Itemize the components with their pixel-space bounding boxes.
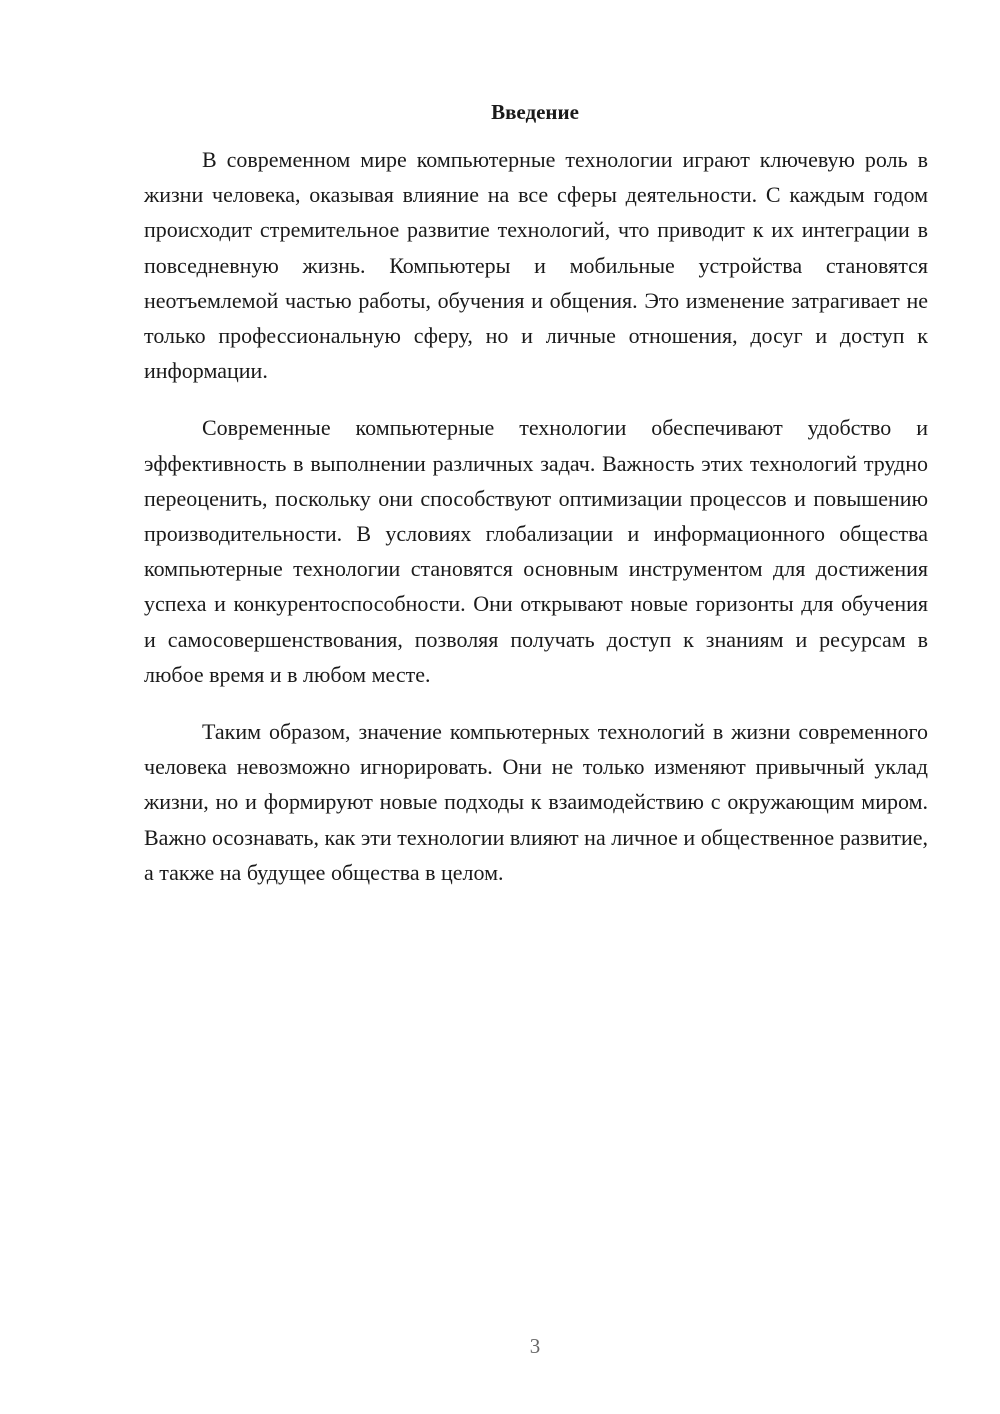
- paragraph-3: Таким образом, значение компьютерных технологий в жизни современного человека невозможно игнорировать. Они не только изменяют привычный уклад жизни, но и формируют новые подходы к взаимодействию с окружающим миром. Важно осознавать, как эти технологии влияют на личное и общественное развитие, а также на будущее общества в целом.: [144, 719, 928, 885]
- page-title: Введение: [491, 100, 579, 124]
- paragraph-2: Современные компьютерные технологии обеспечивают удобство и эффективность в выполнении различных задач. Важность этих технологий трудно переоценить, поскольку они способствуют оптимизации процессов и повышению производительности. В условиях глобализации и информационного общества компьютерные технологии становятся основным инструментом для достижения успеха и конкурентоспособности. Они открывают новые горизонты для обучения и самосовершенствования, позволяя получать доступ к знаниям и ресурсам в любое время и в любом месте.: [144, 415, 928, 687]
- body-text: [144, 142, 928, 912]
- page-number: 3: [529, 1334, 541, 1358]
- paragraph-1: В современном мире компьютерные технологии играют ключевую роль в жизни человека, оказывая влияние на все сферы деятельности. С каждым годом происходит стремительное развитие технологий, что приводит к их интеграции в повседневную жизнь. Компьютеры и мобильные устройства становятся неотъемлемой частью работы, обучения и общения. Это изменение затрагивает не только профессиональную сферу, но и личные отношения, досуг и доступ к информации.: [144, 147, 928, 384]
